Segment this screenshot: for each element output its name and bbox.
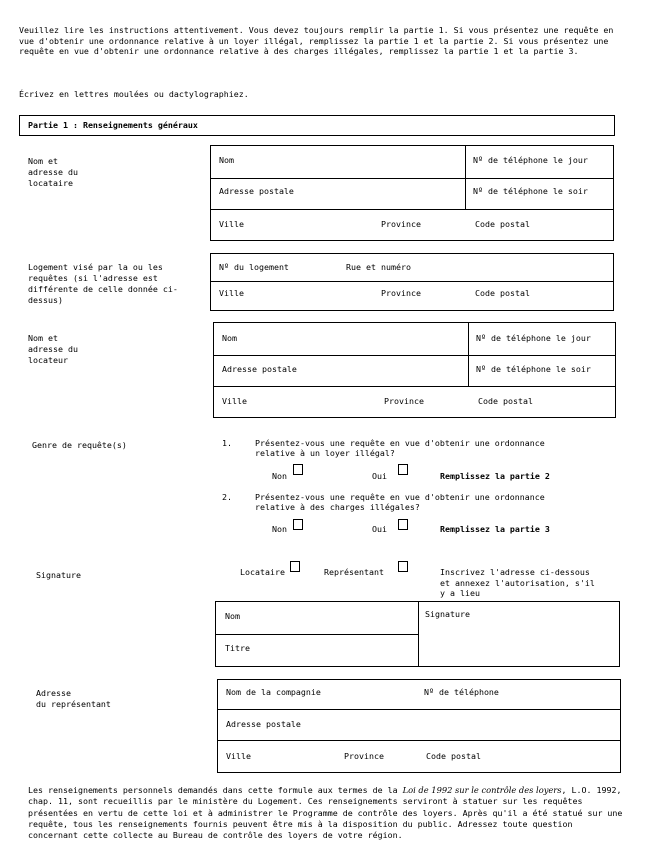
privacy-notice: [28, 785, 624, 841]
question2-number: 2.: [222, 492, 232, 502]
landlord-city-field[interactable]: Ville: [222, 396, 247, 406]
landlord-phone-day-field[interactable]: Nº de téléphone le jour: [476, 333, 591, 343]
privacy-notice-post: , L.O. 1992, chap. 11, sont recueillis par le ministère du Logement. Ces renseignements serviront à statuer sur les requêtes présentées en vertu de cette loi et à administrer le Programme de contrôle des loyers. Après qu'il a été statué sur une requête, tous les renseignements fournis peuvent être mis à la disposition du public. Adressez toute question concernant cette collecte au Bureau de contrôle des loyers de votre région.: [28, 785, 623, 841]
signature-field[interactable]: Signature: [425, 609, 470, 619]
q1-yes-checkbox[interactable]: [398, 464, 408, 475]
tenant-province-field[interactable]: Province: [381, 219, 421, 229]
representative-signer-label: Représentant: [324, 567, 384, 577]
tenant-postal-field[interactable]: Code postal: [475, 219, 530, 229]
tenant-signer-checkbox[interactable]: [290, 561, 300, 572]
q2-yes-label: Oui: [372, 524, 387, 534]
tenant-signer-label: Locataire: [240, 567, 285, 577]
q2-no-label: Non: [272, 524, 287, 534]
signer-name-field[interactable]: Nom: [225, 611, 240, 621]
q1-yes-label: Oui: [372, 471, 387, 481]
law-title: Loi de 1992 sur le contrôle des loyers: [402, 785, 562, 795]
part1-header: [19, 115, 615, 136]
fill-part3-note: Remplissez la partie 3: [440, 524, 550, 534]
tenant-phone-evening-field[interactable]: Nº de téléphone le soir: [473, 186, 588, 196]
representative-box: [217, 679, 621, 773]
rep-phone-field[interactable]: Nº de téléphone: [424, 687, 499, 697]
signer-title-field[interactable]: Titre: [225, 643, 250, 653]
request-type-label: Genre de requête(s): [32, 440, 127, 450]
tenant-city-field[interactable]: Ville: [219, 219, 244, 229]
tenant-phone-day-field[interactable]: Nº de téléphone le jour: [473, 155, 588, 165]
question1-number: 1.: [222, 438, 232, 448]
unit-city-field[interactable]: Ville: [219, 288, 244, 298]
unit-number-field[interactable]: Nº du logement: [219, 262, 289, 272]
rep-city-field[interactable]: Ville: [226, 751, 251, 761]
q2-yes-checkbox[interactable]: [398, 519, 408, 530]
unit-street-field[interactable]: Rue et numéro: [346, 262, 411, 272]
unit-section-label: Logement visé par la ou les requêtes (si l'adresse est différente de celle donnée ci- dessus): [28, 262, 178, 305]
q2-no-checkbox[interactable]: [293, 519, 303, 530]
instructions-text: Veuillez lire les instructions attentivement. Vous devez toujours remplir la partie 1. Si vous présentez une requête en vue d'obtenir une ordonnance relative à un loyer illégal, remplissez la partie 1 et la partie 2. Si vous présentez une requête en vue d'obtenir une ordonnance relative à des charges illégales, remplissez la partie 1 et la partie 3.: [19, 25, 614, 56]
tenant-address-field[interactable]: Adresse postale: [219, 186, 294, 196]
landlord-address-field[interactable]: Adresse postale: [222, 364, 297, 374]
q1-no-label: Non: [272, 471, 287, 481]
rep-province-field[interactable]: Province: [344, 751, 384, 761]
fill-part2-note: Remplissez la partie 2: [440, 471, 550, 481]
signature-section-label: Signature: [36, 570, 81, 580]
unit-province-field[interactable]: Province: [381, 288, 421, 298]
representative-signer-checkbox[interactable]: [398, 561, 408, 572]
landlord-postal-field[interactable]: Code postal: [478, 396, 533, 406]
q1-no-checkbox[interactable]: [293, 464, 303, 475]
tenant-section-label: Nom et adresse du locataire: [28, 156, 78, 188]
part1-title: Partie 1 : Renseignements généraux: [28, 120, 198, 130]
question2-text: Présentez-vous une requête en vue d'obtenir une ordonnance relative à des charges illégales?: [255, 492, 545, 512]
rep-postal-field[interactable]: Code postal: [426, 751, 481, 761]
rep-company-field[interactable]: Nom de la compagnie: [226, 687, 321, 697]
question1-text: Présentez-vous une requête en vue d'obtenir une ordonnance relative à un loyer illégal?: [255, 438, 545, 458]
representative-section-label: Adresse du représentant: [36, 688, 111, 709]
landlord-box: [213, 322, 616, 418]
representative-instructions: Inscrivez l'adresse ci-dessous et annexez l'autorisation, s'il y a lieu: [440, 567, 595, 598]
landlord-section-label: Nom et adresse du locateur: [28, 333, 78, 365]
unit-postal-field[interactable]: Code postal: [475, 288, 530, 298]
rep-address-field[interactable]: Adresse postale: [226, 719, 301, 729]
landlord-name-field[interactable]: Nom: [222, 333, 237, 343]
privacy-notice-pre: Les renseignements personnels demandés dans cette formule aux termes de la: [28, 785, 403, 795]
tenant-name-field[interactable]: Nom: [219, 155, 234, 165]
unit-box: [210, 253, 614, 311]
tenant-box: [210, 145, 614, 241]
block-letters-note: Écrivez en lettres moulées ou dactylographiez.: [19, 89, 249, 99]
signature-box: [215, 601, 620, 667]
landlord-phone-evening-field[interactable]: Nº de téléphone le soir: [476, 364, 591, 374]
landlord-province-field[interactable]: Province: [384, 396, 424, 406]
